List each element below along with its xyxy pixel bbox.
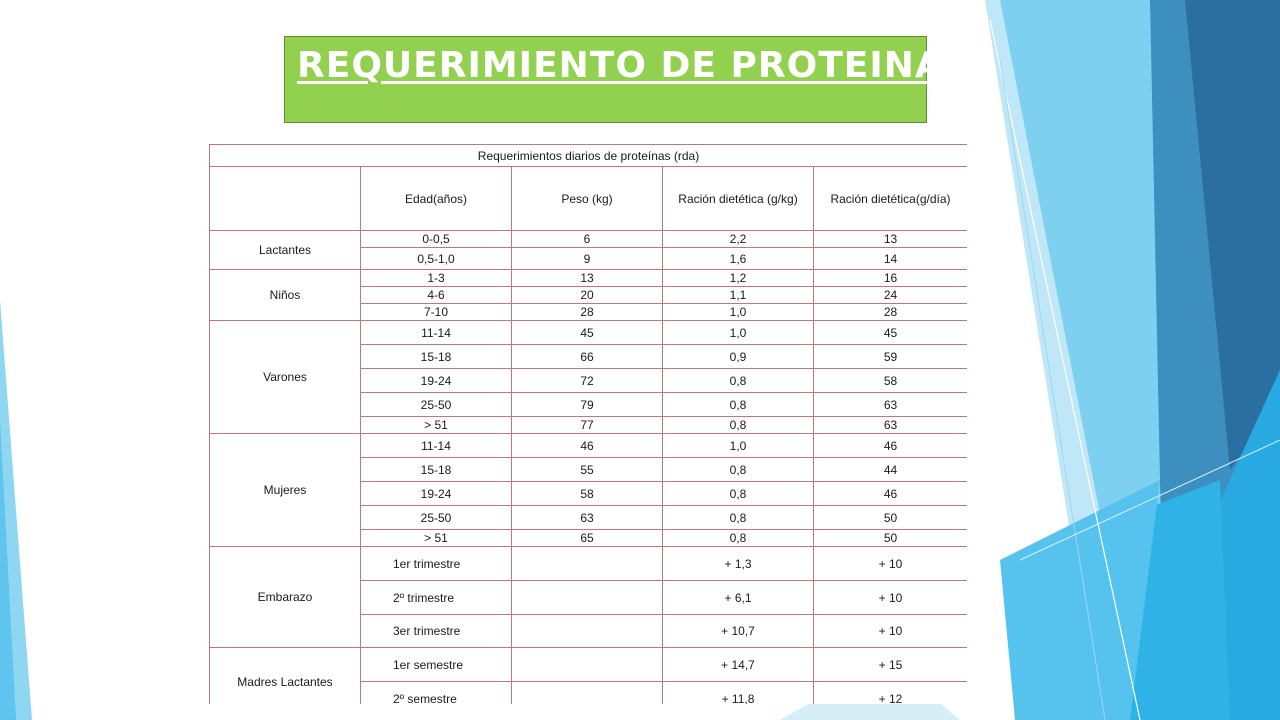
weight-cell: 77 [512,417,663,434]
weight-cell: 9 [512,248,663,270]
table-row [210,434,968,458]
ration-per-kg-cell: 2,2 [663,231,814,248]
age-cell: 2º semestre [361,682,512,705]
ration-per-day-cell: 13 [814,231,968,248]
ration-per-day-cell: 63 [814,393,968,417]
ration-per-kg-cell: 0,8 [663,506,814,530]
group-label: Mujeres [210,434,361,547]
age-cell: 25-50 [361,506,512,530]
header-ration-per-kg: Ración dietética (g/kg) [663,167,814,231]
weight-cell: 13 [512,270,663,287]
ration-per-kg-cell: 1,1 [663,287,814,304]
ration-per-day-cell: + 10 [814,615,968,648]
ration-per-day-cell: + 12 [814,682,968,705]
age-cell: 15-18 [361,458,512,482]
weight-cell [512,581,663,615]
ration-per-day-cell: 14 [814,248,968,270]
weight-cell [512,648,663,682]
ration-per-kg-cell: 0,8 [663,482,814,506]
weight-cell [512,547,663,581]
ration-per-day-cell: + 10 [814,581,968,615]
age-cell: 11-14 [361,434,512,458]
ration-per-day-cell: + 15 [814,648,968,682]
age-cell: > 51 [361,530,512,547]
ration-per-kg-cell: 0,8 [663,369,814,393]
age-cell: 0,5-1,0 [361,248,512,270]
ration-per-day-cell: 50 [814,506,968,530]
header-age: Edad(años) [361,167,512,231]
ration-per-kg-cell: 1,0 [663,304,814,321]
weight-cell: 55 [512,458,663,482]
table-body [210,145,968,705]
header-weight: Peso (kg) [512,167,663,231]
age-cell: 19-24 [361,482,512,506]
group-label: Varones [210,321,361,434]
weight-cell: 20 [512,287,663,304]
table-header-row [210,167,968,231]
table-row [210,648,968,682]
ration-per-day-cell: 50 [814,530,968,547]
slide-title: REQUERIMIENTO DE PROTEINA [297,45,944,86]
ration-per-kg-cell: + 14,7 [663,648,814,682]
group-label: Madres Lactantes [210,648,361,705]
age-cell: 25-50 [361,393,512,417]
age-cell: 19-24 [361,369,512,393]
group-label: Lactantes [210,231,361,270]
weight-cell: 63 [512,506,663,530]
weight-cell: 66 [512,345,663,369]
group-label: Niños [210,270,361,321]
ration-per-day-cell: 28 [814,304,968,321]
group-label: Embarazo [210,547,361,648]
header-ration-per-day: Ración dietética(g/día) [814,167,968,231]
table-row [210,270,968,287]
ration-per-day-cell: 58 [814,369,968,393]
ration-per-kg-cell: + 1,3 [663,547,814,581]
weight-cell: 6 [512,231,663,248]
ration-per-day-cell: 59 [814,345,968,369]
ration-per-kg-cell: 0,8 [663,530,814,547]
age-cell: 0-0,5 [361,231,512,248]
table-row [210,321,968,345]
age-cell: 2º trimestre [361,581,512,615]
age-cell: 4-6 [361,287,512,304]
weight-cell: 28 [512,304,663,321]
table-row [210,547,968,581]
ration-per-kg-cell: 0,8 [663,458,814,482]
age-cell: 1-3 [361,270,512,287]
ration-per-kg-cell: 1,0 [663,321,814,345]
ration-per-day-cell: 46 [814,482,968,506]
weight-cell: 46 [512,434,663,458]
age-cell: > 51 [361,417,512,434]
weight-cell: 79 [512,393,663,417]
title-box [284,36,944,123]
ration-per-kg-cell: + 6,1 [663,581,814,615]
weight-cell: 45 [512,321,663,345]
table-caption: Requerimientos diarios de proteínas (rda) [210,145,968,167]
ration-per-day-cell: 24 [814,287,968,304]
ration-per-kg-cell: 0,8 [663,417,814,434]
ration-per-day-cell: + 10 [814,547,968,581]
ration-per-day-cell: 44 [814,458,968,482]
ration-per-day-cell: 46 [814,434,968,458]
weight-cell: 72 [512,369,663,393]
age-cell: 3er trimestre [361,615,512,648]
ration-per-kg-cell: + 11,8 [663,682,814,705]
age-cell: 7-10 [361,304,512,321]
age-cell: 11-14 [361,321,512,345]
header-blank-cell [210,167,361,231]
ration-per-kg-cell: 1,2 [663,270,814,287]
ration-per-kg-cell: 1,0 [663,434,814,458]
table-row [210,231,968,248]
protein-requirements-table [209,144,967,704]
weight-cell [512,615,663,648]
ration-per-kg-cell: 0,9 [663,345,814,369]
ration-per-kg-cell: 0,8 [663,393,814,417]
weight-cell [512,682,663,705]
weight-cell: 58 [512,482,663,506]
age-cell: 15-18 [361,345,512,369]
bottom-strip [780,703,960,720]
ration-per-kg-cell: + 10,7 [663,615,814,648]
weight-cell: 65 [512,530,663,547]
ration-per-day-cell: 63 [814,417,968,434]
ration-per-kg-cell: 1,6 [663,248,814,270]
protein-table-container [209,144,967,704]
table-caption-row [210,145,968,167]
ration-per-day-cell: 16 [814,270,968,287]
age-cell: 1er trimestre [361,547,512,581]
ration-per-day-cell: 45 [814,321,968,345]
age-cell: 1er semestre [361,648,512,682]
